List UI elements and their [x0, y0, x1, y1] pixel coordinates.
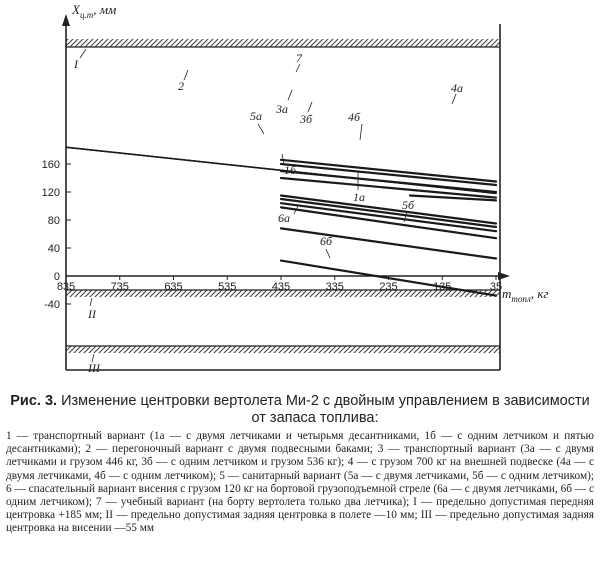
x-axis-label-sub: топл	[511, 294, 531, 304]
label-II: II	[88, 307, 96, 321]
series-line-5а	[281, 196, 496, 224]
label-4b: 4б	[348, 110, 361, 124]
x-ticks	[57, 276, 502, 293]
x-tick-label: 235	[379, 281, 398, 293]
label-5a: 5а	[250, 109, 262, 123]
label-5b: 5б	[402, 198, 415, 212]
x-axis-label-unit: , кг	[530, 286, 549, 301]
series-line-1б	[281, 203, 496, 231]
x-tick-label: 535	[218, 281, 237, 293]
label-3a: 3а	[276, 102, 288, 116]
y-tick-label: -40	[44, 299, 60, 311]
x-tick-label: 735	[110, 281, 129, 293]
y-axis-label	[71, 2, 116, 20]
limit-band-III	[66, 346, 500, 353]
x-tick-label: 335	[325, 281, 344, 293]
leader-II	[90, 298, 92, 306]
x-tick-label: 135	[433, 281, 452, 293]
leader-6b	[326, 249, 330, 258]
y-tick-label: 160	[41, 159, 60, 171]
leader-2	[184, 70, 188, 80]
x-axis-label	[502, 286, 548, 304]
x-tick-label: 35	[489, 281, 503, 293]
label-6a: 6а	[278, 211, 290, 225]
x-tick-label: 835	[56, 281, 76, 293]
y-tick-label: 0	[53, 271, 60, 283]
series-line-7	[281, 160, 496, 182]
leader-3a	[288, 90, 292, 100]
label-III: III	[88, 361, 100, 375]
caption-title-text: Изменение центровки вертолета Ми-2 с двойным управлением в зависимости от запаса топлива:	[61, 393, 590, 426]
figure-caption	[6, 393, 594, 536]
leader-5a	[258, 124, 264, 134]
x-axis-label-m: m	[502, 286, 512, 301]
y-axis-label-x: X	[72, 2, 80, 17]
y-axis-arrow	[62, 14, 70, 26]
y-tick-label: 80	[47, 215, 60, 227]
label-3b: 3б	[300, 112, 313, 126]
leader-3b	[308, 102, 312, 112]
x-tick-label: 635	[164, 281, 183, 293]
label-1b: 1б	[284, 163, 297, 177]
y-axis-label-sub: ц.т	[79, 10, 94, 20]
x-axis-arrow	[498, 272, 510, 280]
label-7: 7	[296, 51, 302, 65]
x-tick-label: 435	[271, 281, 291, 293]
limit-band-I	[66, 39, 500, 47]
leader-7	[296, 64, 300, 72]
y-tick-label: 120	[41, 187, 60, 199]
label-1a: 1а	[353, 190, 365, 204]
label-4a: 4а	[451, 81, 463, 95]
y-axis-label-unit: , мм	[93, 2, 117, 17]
caption-title	[6, 393, 594, 427]
leader-4a	[452, 94, 456, 104]
caption-legend: 1 — транспортный вариант (1а — с двумя летчиками и четырьмя десантниками, 1б — с одним летчиком и пятью десантниками); 2 — перегоночный вариант с двумя подвесными баками; 3 — транспортный вариант (3а — с двумя летчиками и грузом 446 кг, 3б — с одним летчиком и грузом 536 кг); 4 — с грузом 700 кг на внешней подвеске (4а — с двумя летчиками, 4б — с одним летчиком); 5 — санитарный вариант (5а — с двумя летчиками, 5б — с одним летчиком); 6 — спасательный вариант висения с грузом 120 кг на бортовой грузоподъемной стреле (6а — с двумя летчиками, 6б — с одним летчиком); 7 — учебный вариант (на борту вертолета только два летчика); I — предельно допустимая передняя центровка +185 мм; II — предельно допустимая задняя центровка в полете —10 мм; III — предельно допустимая задняя центровка на висении —55 мм	[6, 430, 594, 535]
leader-I	[80, 49, 86, 58]
label-I: I	[74, 57, 78, 71]
y-tick-label: 40	[47, 243, 60, 255]
caption-title-prefix: Рис. 3.	[10, 393, 58, 409]
label-2: 2	[178, 79, 184, 93]
label-6b: 6б	[320, 234, 333, 248]
leader-4b	[360, 124, 362, 140]
